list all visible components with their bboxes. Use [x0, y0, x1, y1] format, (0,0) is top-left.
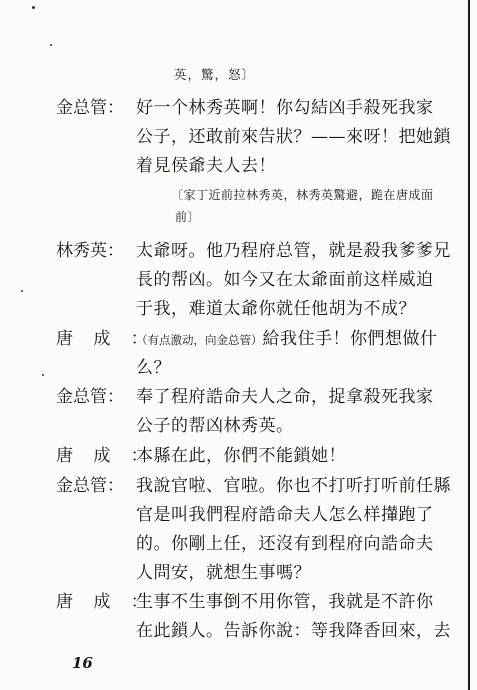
stage-direction: [171, 184, 463, 228]
dialogue-line: [0, 559, 477, 587]
dialogue-text: 本縣在此，你們不能鎖她！: [136, 446, 346, 466]
dialogue-text: 在此鎖人。告訴你說：等我降香回來，去: [136, 621, 451, 641]
dialogue-line: [0, 123, 477, 151]
speaker-name: 金总管：: [56, 476, 124, 496]
dialogue-text: 么？: [136, 358, 171, 378]
dialogue-line: [0, 530, 477, 558]
speaker-name: 唐成：: [56, 446, 169, 466]
dialogue-line: [0, 152, 477, 180]
dialogue-text: 官是叫我們程府誥命夫人怎么样攆跑了: [136, 505, 434, 525]
speaker-name: 林秀英：: [56, 241, 124, 261]
dialogue-line: [0, 442, 477, 470]
dialogue-text: 于我，难道太爺你就任他胡为不成？: [136, 299, 416, 319]
dialogue-text: [136, 325, 438, 354]
dialogue-text: 着見侯爺夫人去！: [136, 156, 276, 176]
dialogue-line: [0, 295, 477, 323]
dialogue-text: 太爺呀。他乃程府总管，就是殺我爹爹兄: [136, 241, 451, 261]
dialogue-text: 長的帮凶。如今又在太爺面前这样威迫: [136, 270, 434, 290]
dialogue-line: [0, 472, 477, 500]
dialogue-line: [0, 617, 477, 645]
stage-direction-inline: （有点激动，向金总管）: [136, 333, 263, 347]
dialogue-line: [0, 237, 477, 265]
dialogue-text: 公子的帮凶林秀英。: [136, 416, 294, 436]
dialogue-line: [0, 588, 477, 616]
speaker-name: 金总管：: [56, 98, 124, 118]
dialogue-text: 我說官啦、官啦。你也不打听打听前任縣: [136, 476, 451, 496]
speaker-name: 唐成：: [56, 329, 169, 349]
dialogue-line: [0, 354, 477, 382]
dialogue-line: [0, 383, 477, 411]
dialogue-text: 人問安，就想生事嗎？: [136, 563, 311, 583]
dialogue-text: 公子，还敢前來告狀？——來呀！把她鎖: [136, 127, 451, 147]
ink-speck: [32, 6, 35, 9]
stage-direction-line: 〔家丁近前拉林秀英，林秀英驚避，跪在唐成面: [171, 188, 434, 202]
dialogue-text-part: 給我住手！你們想做什: [262, 329, 438, 349]
dialogue-line: [0, 266, 477, 294]
ink-speck: [50, 44, 52, 46]
dialogue-line: [0, 94, 477, 122]
dialogue-text: 奉了程府誥命夫人之命，捉拿殺死我家: [136, 387, 434, 407]
speaker-name: 唐成：: [56, 592, 169, 612]
page-number: 16: [72, 654, 93, 672]
stage-direction-line: 前〕: [175, 210, 201, 224]
dialogue-text: 好一个林秀英啊！你勾結凶手殺死我家: [136, 98, 434, 118]
dialogue-text: 的。你剛上任，还沒有到程府向誥命夫: [136, 534, 434, 554]
dialogue-text: 生事不生事倒不用你管，我就是不許你: [136, 592, 434, 612]
stage-direction-top: 英，驚，怒〕: [174, 67, 256, 82]
dialogue-line: [0, 325, 477, 353]
dialogue-line: [0, 501, 477, 529]
dialogue-line: [0, 412, 477, 440]
speaker-name: 金总管：: [56, 387, 124, 407]
